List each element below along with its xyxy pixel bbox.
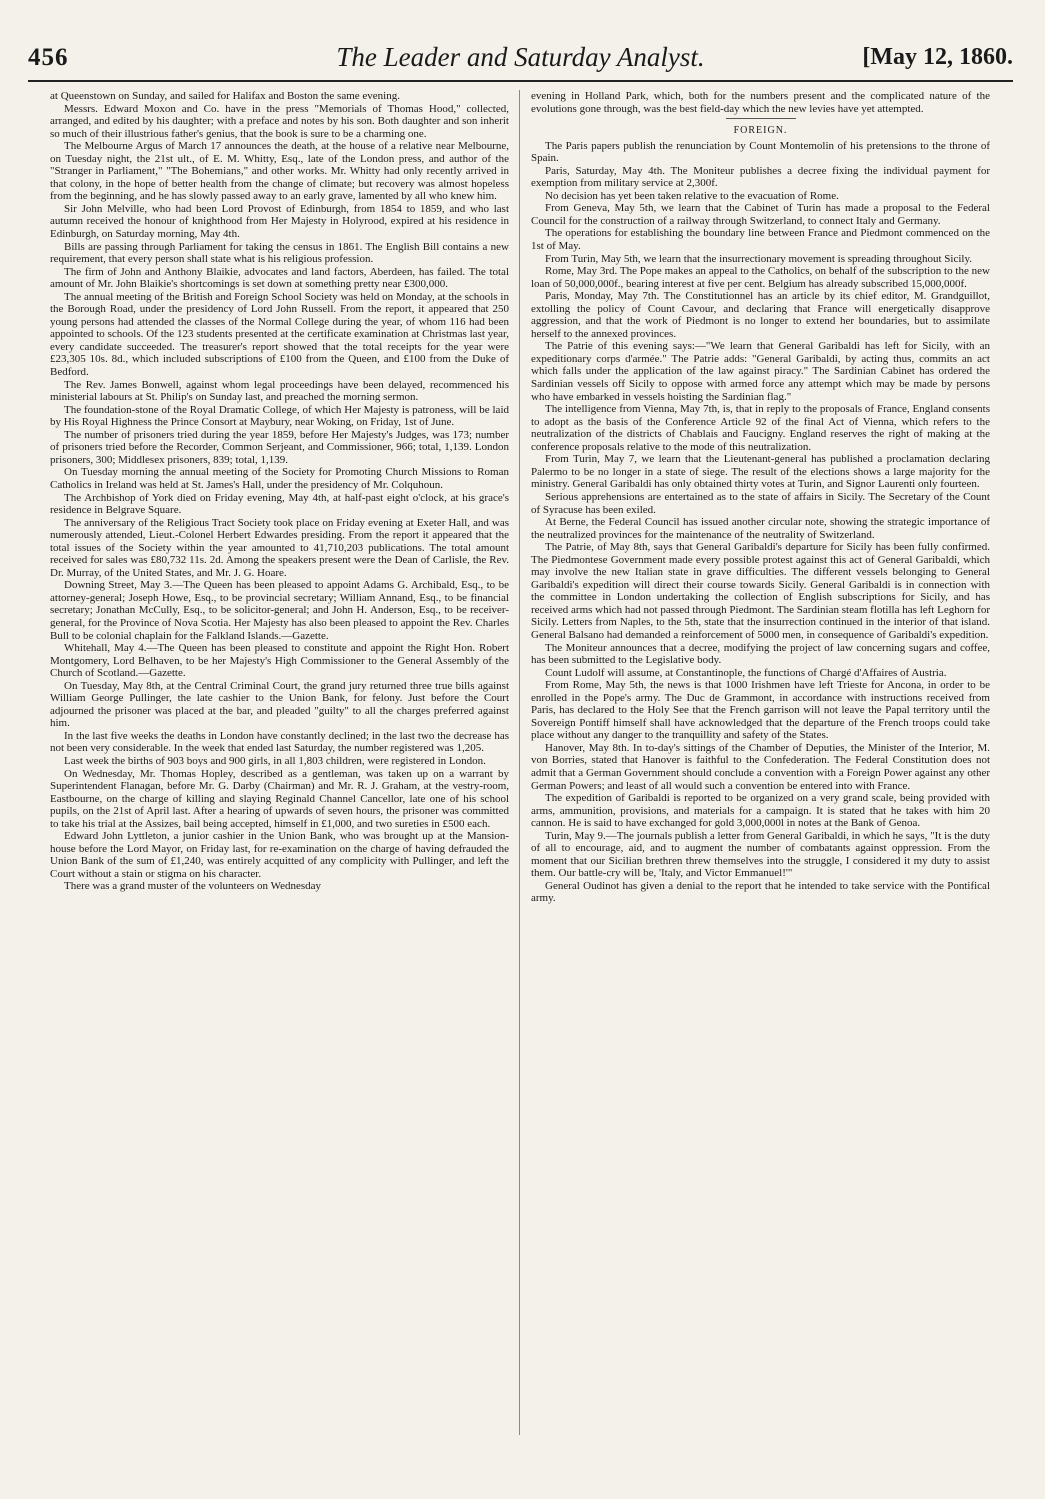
column-divider <box>519 90 520 1435</box>
paragraph: No decision has yet been taken relative to the evacuation of Rome. <box>545 189 839 202</box>
paragraph: Bills are passing through Parliament for taking the census in 1861. The English Bill contains a new requirement, that every person shall state what is his religious profession. <box>50 240 509 266</box>
paragraph: at Queenstown on Sunday, and sailed for Halifax and Boston the same evening. <box>50 90 400 102</box>
paragraph: The operations for establishing the boundary line between France and Piedmont commenced on the 1st of May. <box>531 227 990 253</box>
paragraph: General Oudinot has given a denial to the report that he intended to take service with the Pontifical army. <box>531 879 990 905</box>
paragraph: Serious apprehensions are entertained as to the state of affairs in Sicily. The Secretary of the Count of Syracuse has been exiled. <box>531 490 990 516</box>
paragraph: On Wednesday, Mr. Thomas Hopley, described as a gentleman, was taken up on a warrant by Superintendent Flanagan, before Mr. G. Darby (Chairman) and Mr. R. J. Graham, at the vestry-room, Eastbourne, on the charge of killing and slaying Reginald Channel Cancellor, late one of his school pupils, on the 21st of April last. After a hearing of upwards of seven hours, the prisoner was committed to take his trial at the Assizes, bail being accepted, himself in £1,000, and two sureties in £500 each. <box>50 767 509 830</box>
running-title: The Leader and Saturday Analyst. <box>336 42 705 72</box>
paragraph: Rome, May 3rd. The Pope makes an appeal to the Catholics, on behalf of the subscription to the new loan of 50,000,000f., bearing interest at five per cent. Belgium has already subscribed 15,000,000f. <box>531 265 990 290</box>
paragraph: From Turin, May 5th, we learn that the insurrectionary movement is spreading throughout Sicily. <box>545 252 973 265</box>
paragraph: The Archbishop of York died on Friday evening, May 4th, at half-past eight o'clock, at his grace's residence in Belgrave Square. <box>50 491 509 517</box>
right-column <box>531 90 990 1440</box>
paragraph: Paris, Monday, May 7th. The Constitutionnel has an article by its chief editor, M. Grandguillot, extolling the policy of Count Cavour, and declaring that France will energetically disapprove aggression, and that the work of Piedmont is no longer to extend her boundaries, but to assimilate herself to the annexed provinces. <box>531 290 990 340</box>
left-column <box>50 90 509 1440</box>
paragraph: The foundation-stone of the Royal Dramatic College, of which Her Majesty is patroness, will be laid by His Royal Highness the Prince Consort at Maybury, near Woking, on Friday, 1st of June. <box>50 403 509 429</box>
paragraph: Last week the births of 903 boys and 900 girls, in all 1,803 children, were registered in London. <box>64 754 486 767</box>
paragraph: The annual meeting of the British and Foreign School Society was held on Monday, at the schools in the Borough Road, under the presidency of Lord John Russell. From the report, it appeared that 250 young persons had attended the classes of the Normal College during the year, of whom 116 had been appointed to schools. Of the 123 students presented at the certificate examination at Christmas last year, every candidate succeeded. The treasurer's report showed that the total receipts for the year were £23,305 10s. 8d., which included subscriptions of £100 from the Queen, and £100 from the Duke of Bedford. <box>50 290 509 379</box>
paragraph: evening in Holland Park, which, both for the numbers present and the complicated nature of the evolutions gone through, was the best field-day which the new levies have yet attempted. <box>531 90 990 115</box>
paragraph: From Rome, May 5th, the news is that 1000 Irishmen have left Trieste for Ancona, in order to be enrolled in the Pope's army. The Duc de Grammont, in accordance with instructions received from Paris, has declared to the Holy See that the French garrison will not leave the Papal territory until the Sovereign Pontiff himself shall have acknowledged that the departure of the French troops could take place without any danger to the tranquillity and safety of the States. <box>531 679 990 742</box>
paragraph: On Tuesday, May 8th, at the Central Criminal Court, the grand jury returned three true bills against William George Pullinger, the late cashier to the Union Bank, for felony. Just before the Court adjourned the prisoner was placed at the bar, and pleaded "guilty" to all the charges preferred against him. <box>50 679 509 730</box>
paragraph: The intelligence from Vienna, May 7th, is, that in reply to the proposals of France, England consents to adopt as the basis of the Conference Article 92 of the final Act of Vienna, which refers to the neutralization of the districts of Chablais and Faucigny. England reserves the right of making at the conference proposals relative to the mode of this neutralization. <box>531 403 990 453</box>
paragraph: Edward John Lyttleton, a junior cashier in the Union Bank, who was brought up at the Mansion-house before the Lord Mayor, on Friday last, for re-examination on the charge of having defrauded the Union Bank of the sum of £1,240, was entirely acquitted of any complicity with Pullinger, and left the Court without a stain or stigma on his character. <box>50 830 509 880</box>
paragraph: The Melbourne Argus of March 17 announces the death, at the house of a relative near Melbourne, on Tuesday night, the 21st ult., of E. M. Whitty, Esq., late of the London press, and author of the "Stranger in Parliament," "The Bohemians," and other works. Mr. Whitty had only recently arrived in that colony, in the hope of better health from the change of climate; but recovery was almost hopeless from the beginning, and he has slowly passed away to an early grave, lamented by all who knew him. <box>50 140 509 203</box>
page-number: 456 <box>28 44 69 71</box>
paragraph: At Berne, the Federal Council has issued another circular note, showing the strategic importance of the neutralized provinces for the maintenance of the neutrality of Switzerland. <box>531 516 990 541</box>
page-header <box>28 40 1013 80</box>
section-rule <box>726 118 796 119</box>
paragraph: Downing Street, May 3.—The Queen has been pleased to appoint Adams G. Archibald, Esq., to be attorney-general; Joseph Howe, Esq., to be provincial secretary; William Annand, Esq., to be financial secretary; Jonathan McCully, Esq., to be solicitor-general; and John H. Anderson, Esq., to be receiver-general, for the Province of Nova Scotia. Her Majesty has also been pleased to appoint the Rev. Charles Bull to be colonial chaplain for the Falkland Islands.—Gazette. <box>50 579 509 642</box>
paragraph: The expedition of Garibaldi is reported to be organized on a very grand scale, being provided with arms, ammunition, provisions, and materials for a campaign. It is stated that he takes with him 20 cannon. He is said to have exchanged for gold 3,000,000l in notes at the Bank of Genoa. <box>531 792 990 830</box>
paragraph: Turin, May 9.—The journals publish a letter from General Garibaldi, in which he says, "It is the duty of all to encourage, aid, and to augment the number of combatants against oppression. From the moment that our Sicilian brethren threw themselves into the struggle, I considered it my duty to assist them. Our battle-cry will be, 'Italy, and Victor Emmanuel!'" <box>531 829 990 880</box>
header-rule <box>28 80 1013 82</box>
paragraph: The firm of John and Anthony Blaikie, advocates and land factors, Aberdeen, has failed. The total amount of Mr. John Blaikie's shortcomings is set down at something pretty near £300,000. <box>50 265 509 291</box>
paragraph: The Moniteur announces that a decree, modifying the project of law concerning sugars and coffee, has been submitted to the Legislative body. <box>531 641 990 667</box>
paragraph: Count Ludolf will assume, at Constantinople, the functions of Chargé d'Affaires of Austria. <box>545 666 947 679</box>
paragraph: The number of prisoners tried during the year 1859, before Her Majesty's Judges, was 173; number of prisoners tried before the Recorder, Common Serjeant, and Commissioner, 966; total, 1,139. London prisoners, 300; Middlesex prisoners, 839; total, 1,139. <box>50 428 509 466</box>
paragraph: The Patrie, of May 8th, says that General Garibaldi's departure for Sicily has been fully confirmed. The Piedmontese Government made every possible protest against this act of General Garibaldi, which may involve the new Italian state in grave difficulties. The different vessels belonging to General Garibaldi's expedition will direct their course towards Sicily. General Garibaldi is in connection with the committee in London undertaking the collection of English subscriptions for Sicily, and has received arms which had not passed through Piedmont. The Sardinian steam flotilla has left Leghorn for Sicily. Letters from Naples, to the 5th, state that the insurrection continued in the interior of that island. General Balsano had demanded a reinforcement of 5000 men, in consequence of Garibaldi's expedition. <box>531 541 990 641</box>
paragraph: The Rev. James Bonwell, against whom legal proceedings have been delayed, recommenced his ministerial labours at St. Philip's on Sunday last, and preached the morning sermon. <box>50 378 509 404</box>
paragraph: Whitehall, May 4.—The Queen has been pleased to constitute and appoint the Right Hon. Robert Montgomery, Lord Belhaven, to be her Majesty's High Commissioner to the General Assembly of the Church of Scotland.—Gazette. <box>50 642 509 680</box>
paragraph: Hanover, May 8th. In to-day's sittings of the Chamber of Deputies, the Minister of the Interior, M. von Borries, stated that Hanover is faithful to the Confederation. The Federal Constitution does not admit that a German Government should conclude a convention with a Foreign Power against any other German Powers; and least of all would such a convention be entered into with France. <box>531 741 990 792</box>
paragraph: Paris, Saturday, May 4th. The Moniteur publishes a decree fixing the individual payment for exemption from military service at 2,300f. <box>531 164 990 190</box>
paragraph: Messrs. Edward Moxon and Co. have in the press "Memorials of Thomas Hood," collected, arranged, and edited by his daughter; with a preface and notes by his son. Both daughter and son inherit so much of their illustrious father's genius, that the book is sure to be a charming one. <box>50 102 509 140</box>
paragraph: The anniversary of the Religious Tract Society took place on Friday evening at Exeter Hall, and was numerously attended, Lieut.-Colonel Herbert Edwardes presiding. From the report it appeared that the total issues of the Society within the year amounted to 41,710,203 publications. The total amount received for sales was £80,732 11s. 2d. Among the speakers present were the Dean of Carlisle, the Rev. Dr. Murray, of the United States, and Mr. J. G. Hoare. <box>50 516 509 579</box>
paragraph: On Tuesday morning the annual meeting of the Society for Promoting Church Missions to Roman Catholics in Ireland was held at St. James's Hall, under the presidency of Mr. Colquhoun. <box>50 466 509 491</box>
paragraph: The Paris papers publish the renunciation by Count Montemolin of his pretensions to the throne of Spain. <box>531 139 990 165</box>
paragraph: In the last five weeks the deaths in London have constantly declined; in the last two the decrease has not been very considerable. In the week that ended last Saturday, the number registered was 1,205. <box>50 729 509 755</box>
section-heading: FOREIGN. <box>733 125 788 137</box>
paragraph: Sir John Melville, who had been Lord Provost of Edinburgh, from 1854 to 1859, and who last autumn received the honour of knighthood from Her Majesty in Holyrood, expired at his residence in Edinburgh, on Saturday morning, May 4th. <box>50 202 509 241</box>
paragraph: From Turin, May 7, we learn that the Lieutenant-general has published a proclamation declaring Palermo to be no longer in a state of siege. The result of the elections shows a large majority for the ministry. General Garibaldi has only obtained thirty votes at Turin, and Signor Laurenti only fourteen. <box>531 453 990 491</box>
paragraph: From Geneva, May 5th, we learn that the Cabinet of Turin has made a proposal to the Federal Council for the construction of a railway through Switzerland, to connect Italy and Germany. <box>531 202 990 227</box>
issue-date: [May 12, 1860. <box>862 44 1013 70</box>
paragraph: There was a grand muster of the volunteers on Wednesday <box>64 880 322 893</box>
paragraph: The Patrie of this evening says:—"We learn that General Garibaldi has left for Sicily, with an expeditionary corps d'armée." The Patrie adds: "General Garibaldi, by acting thus, commits an act which falls under the application of the law against piracy." The Sardinian Cabinet has ordered the Sardinian vessels off Sicily to oppose with armed force any attempt which may be made by persons who have embarked in vessels hoisting the Sardinian flag." <box>531 340 990 403</box>
